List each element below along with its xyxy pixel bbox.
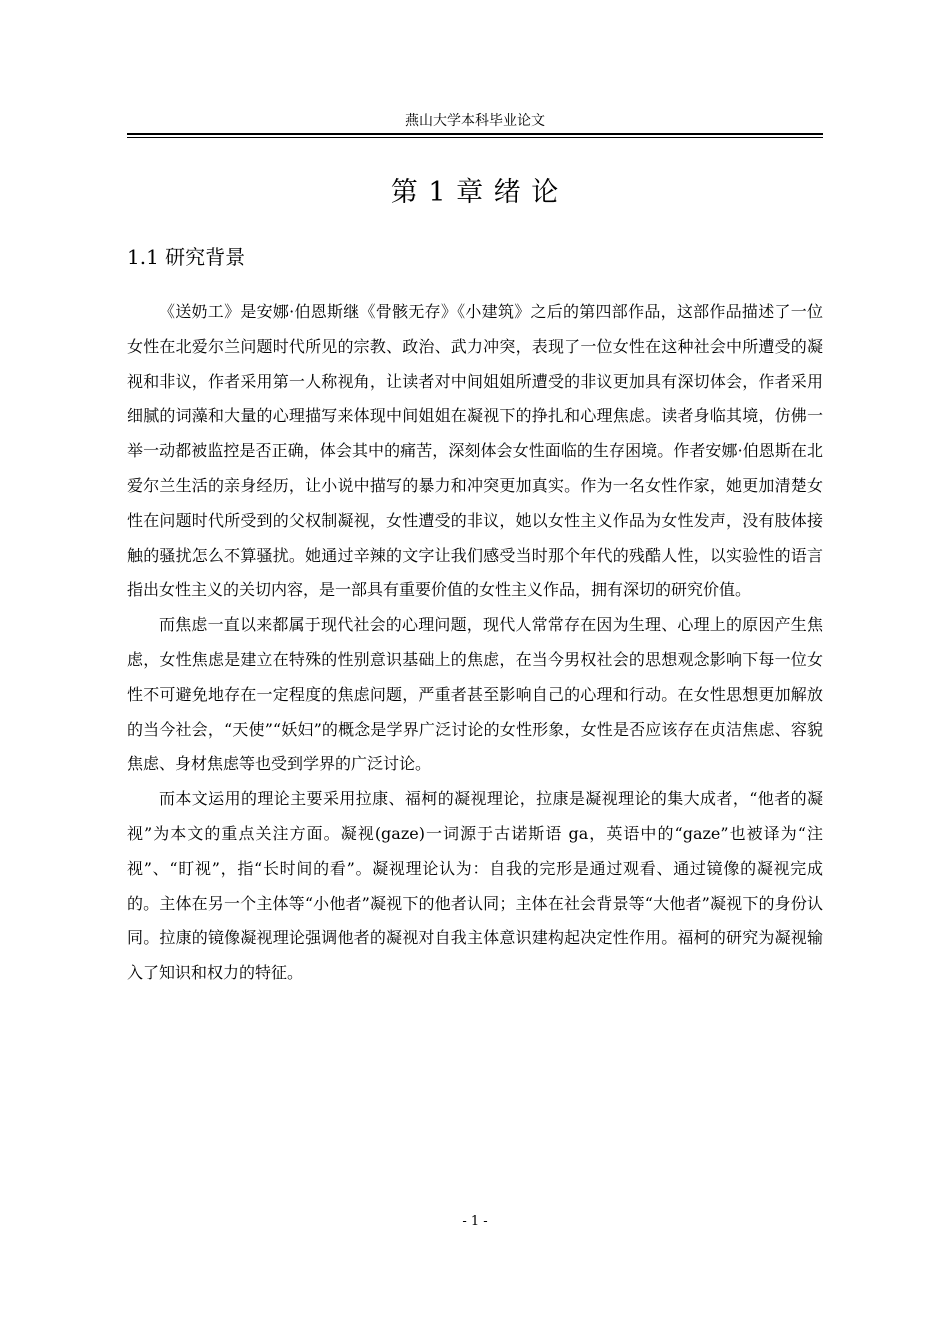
- paragraph: 而焦虑一直以来都属于现代社会的心理问题，现代人常常存在因为生理、心理上的原因产生焦虑，女性焦虑是建立在特殊的性别意识基础上的焦虑，在当今男权社会的思想观念影响下每一位女性不可避免地存在一定程度的焦虑问题，严重者甚至影响自己的心理和行动。在女性思想更加解放的当今社会，“天使”“妖妇”的概念是学界广泛讨论的女性形象，女性是否应该存在贞洁焦虑、容貌焦虑、身材焦虑等也受到学界的广泛讨论。: [127, 615, 823, 774]
- running-header: 燕山大学本科毕业论文: [405, 113, 545, 129]
- paragraph: 而本文运用的理论主要采用拉康、福柯的凝视理论，拉康是凝视理论的集大成者，“他者的凝视”为本文的重点关注方面。凝视(gaze)一词源于古诺斯语 ga，英语中的“gaze”也被译为“注视”、“盯视”，指“长时间的看”。凝视理论认为：自我的完形是通过观看、通过镜像的凝视完成的。主体在另一个主体等“小他者”凝视下的他者认同；主体在社会背景等“大他者”凝视下的身份认同。拉康的镜像凝视理论强调他者的凝视对自我主体意识建构起决定性作用。福柯的研究为凝视输入了知识和权力的特征。: [127, 789, 823, 983]
- header-rule-thin: [127, 137, 823, 138]
- page-number: - 1 -: [462, 1214, 488, 1229]
- section-title: 1.1 研究背景: [127, 245, 246, 269]
- body-text: [127, 295, 823, 991]
- header-rule-thick: [127, 133, 823, 135]
- paragraph: 《送奶工》是安娜·伯恩斯继《骨骸无存》《小建筑》之后的第四部作品，这部作品描述了一位女性在北爱尔兰问题时代所见的宗教、政治、武力冲突，表现了一位女性在这种社会中所遭受的凝视和非议，作者采用第一人称视角，让读者对中间姐姐所遭受的非议更加具有深切体会，作者采用细腻的词藻和大量的心理描写来体现中间姐姐在凝视下的挣扎和心理焦虑。读者身临其境，仿佛一举一动都被监控是否正确，体会其中的痛苦，深刻体会女性面临的生存困境。作者安娜·伯恩斯在北爱尔兰生活的亲身经历，让小说中描写的暴力和冲突更加真实。作为一名女性作家，她更加清楚女性在问题时代所受到的父权制凝视，女性遭受的非议，她以女性主义作品为女性发声，没有肢体接触的骚扰怎么不算骚扰。她通过辛辣的文字让我们感受当时那个年代的残酷人性，以实验性的语言指出女性主义的关切内容，是一部具有重要价值的女性主义作品，拥有深切的研究价值。: [127, 302, 823, 600]
- chapter-title: 第 1 章 绪 论: [390, 177, 560, 208]
